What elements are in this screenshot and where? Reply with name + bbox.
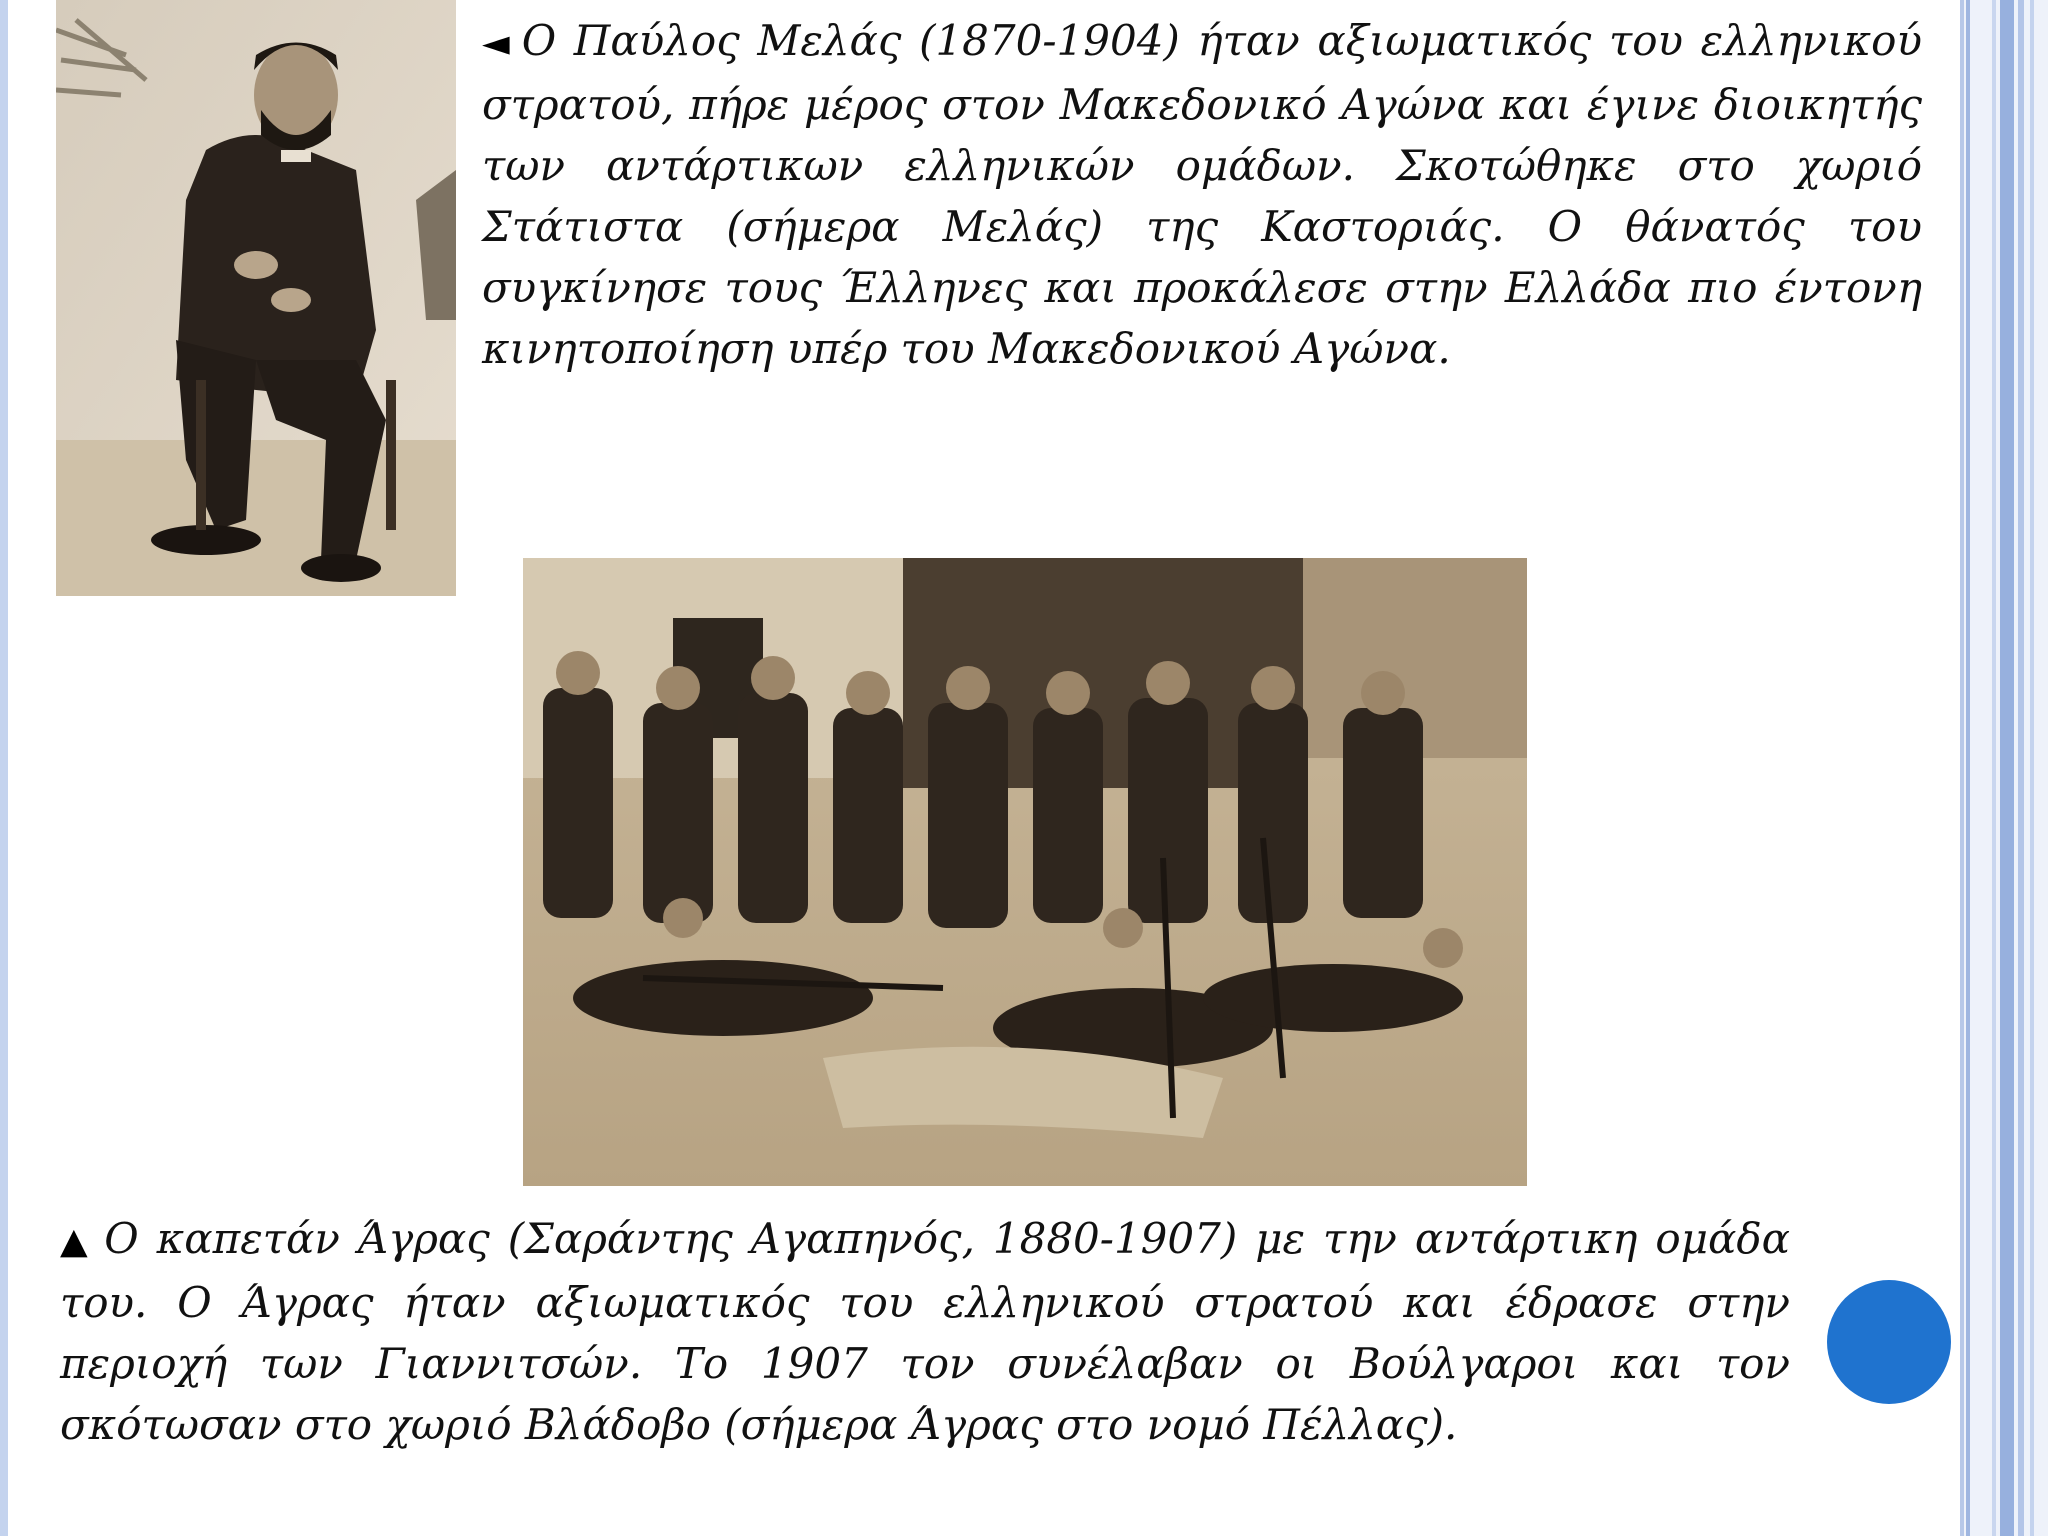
caption-pavlos-melas	[482, 10, 1922, 379]
frame-stripe	[1960, 0, 1964, 1536]
photo-agras-band	[523, 558, 1527, 1186]
caption-text: Ο καπετάν Άγρας (Σαράντης Αγαπηνός, 1880-1907) με την αντάρτικη ομάδα του. Ο Άγρας ήταν αξιωματικός του ελληνικού στρατού και έδρασε στην περιοχή των Γιαννιτσών. Το 1907 τον συνέλαβαν οι Βούλγαροι και τον σκότωσαν στο χωριό Βλάδοβο (σήμερα Άγρας στο νομό Πέλλας).	[60, 1214, 1791, 1449]
frame-stripe	[1966, 0, 1970, 1536]
frame-stripe	[2030, 0, 2034, 1536]
photo-pavlos-melas	[56, 0, 456, 596]
blue-circle-decoration	[1827, 1280, 1951, 1404]
frame-stripe	[2000, 0, 2014, 1536]
up-arrow-icon: ▲	[60, 1221, 93, 1262]
slide-frame-left	[0, 0, 8, 1536]
frame-stripe	[2018, 0, 2024, 1536]
frame-stripe	[1992, 0, 1996, 1536]
caption-agras	[60, 1208, 1790, 1455]
left-arrow-icon: ◄	[482, 23, 510, 64]
caption-text: Ο Παύλος Μελάς (1870-1904) ήταν αξιωματικός του ελληνικού στρατού, πήρε μέρος στον Μακεδονικό Αγώνα και έγινε διοικητής των αντάρτικων ελληνικών ομάδων. Σκοτώθηκε στο χωριό Στάτιστα (σήμερα Μελάς) της Καστοριάς. Ο θάνατός του συγκίνησε τους Έλληνες και προκάλεσε στην Ελλάδα πιο έντονη κινητοποίηση υπέρ του Μακεδονικού Αγώνα.	[482, 16, 1922, 373]
